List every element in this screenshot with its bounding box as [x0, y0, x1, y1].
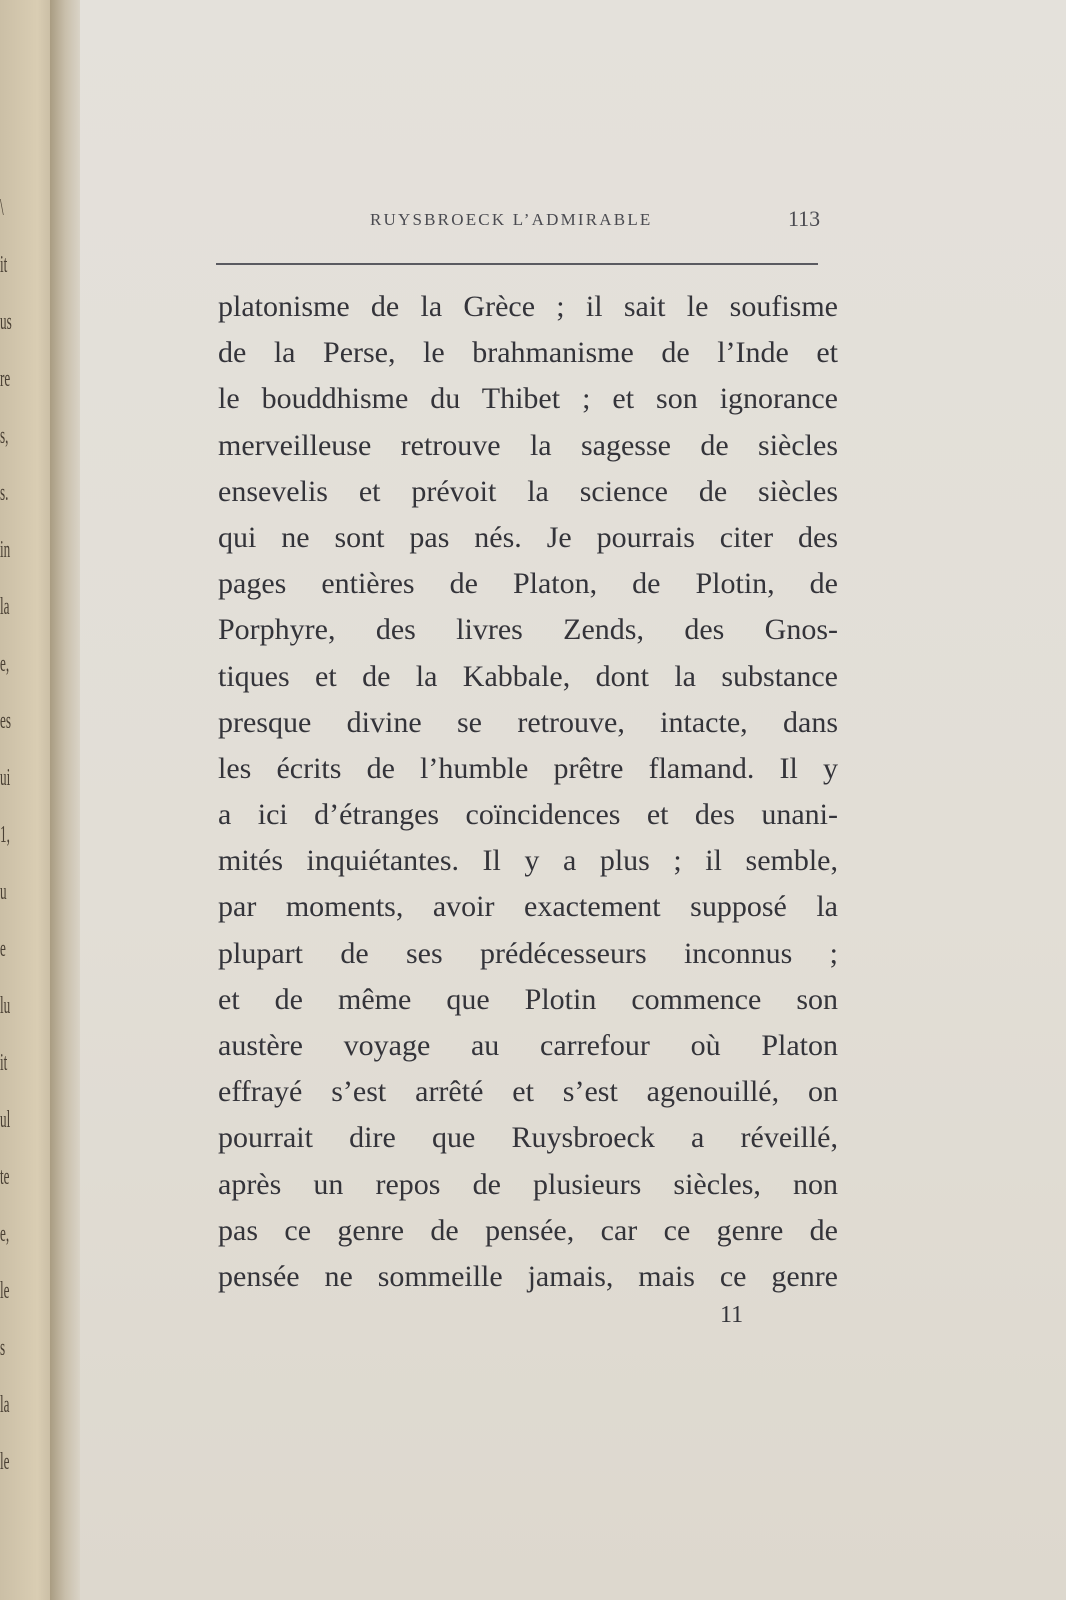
text-line: le bouddhisme du Thibet ; et son ignorance	[218, 382, 838, 416]
text-line: austère voyage au carrefour où Platon	[218, 1029, 838, 1062]
facing-fragment: s	[0, 1335, 6, 1361]
facing-fragment: 1,	[0, 822, 10, 848]
text-line: plupart de ses prédécesseurs inconnus ;	[218, 936, 838, 970]
text-line: mités inquiétantes. Il y a plus ; il semble,	[218, 844, 838, 878]
running-head: RUYSBROECK L’ADMIRABLE	[370, 210, 653, 229]
text-line: de la Perse, le brahmanisme de l’Inde et	[218, 336, 838, 370]
header-rule	[216, 263, 818, 265]
facing-fragment: lu	[0, 993, 11, 1019]
text-line: Porphyre, des livres Zends, des Gnos-	[218, 613, 838, 647]
book-gutter	[50, 0, 84, 1600]
text-line: pas ce genre de pensée, car ce genre de	[218, 1213, 838, 1247]
facing-fragment: it	[0, 1050, 8, 1076]
facing-fragment: s.	[0, 480, 9, 506]
facing-fragment: ui	[0, 765, 11, 791]
facing-fragment: la	[0, 1392, 10, 1418]
text-line: par moments, avoir exactement supposé la	[218, 890, 838, 924]
book-page	[80, 0, 1066, 1600]
text-line: effrayé s’est arrêté et s’est agenouillé, on	[218, 1075, 838, 1109]
body-text	[218, 284, 838, 1300]
signature-mark: 11	[720, 1302, 744, 1328]
text-line: et de même que Plotin commence son	[218, 982, 838, 1016]
facing-fragment: \	[0, 195, 4, 221]
text-line: pourrait dire que Ruysbroeck a réveillé,	[218, 1121, 838, 1155]
text-line: après un repos de plusieurs siècles, non	[218, 1167, 838, 1201]
facing-fragment: re	[0, 366, 11, 392]
text-line: tiques et de la Kabbale, dont la substance	[218, 659, 838, 693]
facing-fragment: la	[0, 594, 10, 620]
facing-fragment: e,	[0, 651, 10, 677]
text-line: platonisme de la Grèce ; il sait le soufisme	[218, 290, 838, 323]
facing-fragment: ul	[0, 1107, 11, 1133]
facing-page-text	[0, 180, 30, 1491]
text-line: ensevelis et prévoit la science de siècles	[218, 474, 838, 508]
text-line: pages entières de Platon, de Plotin, de	[218, 567, 838, 601]
facing-fragment: e,	[0, 1221, 10, 1247]
facing-fragment: in	[0, 537, 11, 563]
text-line: a ici d’étranges coïncidences et des unani-	[218, 798, 838, 832]
facing-fragment: le	[0, 1449, 10, 1475]
facing-fragment: es	[0, 708, 11, 734]
text-line: pensée ne sommeille jamais, mais ce genre	[218, 1259, 838, 1293]
facing-fragment: us	[0, 309, 12, 335]
facing-fragment: te	[0, 1164, 10, 1190]
page-number: 113	[788, 206, 821, 231]
text-line: merveilleuse retrouve la sagesse de siècles	[218, 428, 838, 462]
facing-fragment: it	[0, 252, 8, 278]
text-line: qui ne sont pas nés. Je pourrais citer des	[218, 520, 838, 554]
facing-fragment: u	[0, 879, 7, 905]
text-line: les écrits de l’humble prêtre flamand. Il y	[218, 751, 838, 785]
facing-fragment: s,	[0, 423, 9, 449]
facing-fragment: e	[0, 936, 6, 962]
facing-fragment: le	[0, 1278, 10, 1304]
text-line: presque divine se retrouve, intacte, dans	[218, 705, 838, 739]
